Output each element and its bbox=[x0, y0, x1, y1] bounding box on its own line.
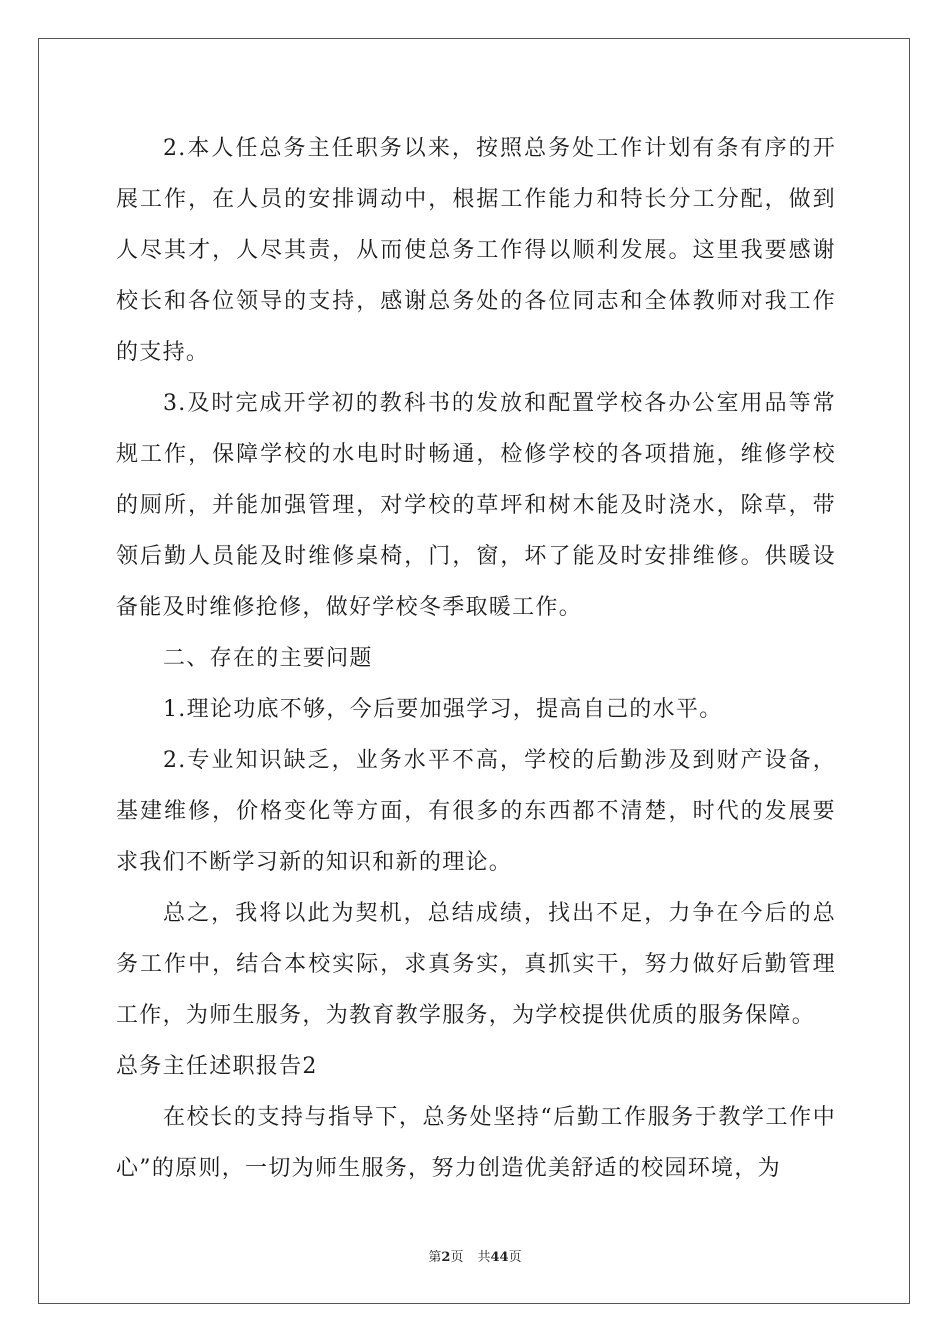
paragraph-problem-1: 1.理论功底不够，今后要加强学习，提高自己的水平。 bbox=[163, 697, 723, 722]
paragraph-report-intro: 在校长的支持与指导下，总务处坚持“后勤工作服务于教学工作中心”的原则，一切为师生服务，努力创造优美舒适的校园环境，为 bbox=[116, 1105, 836, 1181]
page-number: 2 bbox=[441, 1250, 451, 1265]
section-heading-problems: 二、存在的主要问题 bbox=[163, 646, 373, 671]
paragraph-item-2: 2.本人任总务主任职务以来，按照总务处工作计划有条有序的开展工作，在人员的安排调动中，根据工作能力和特长分工分配，做到人尽其才，人尽其责，从而使总务工作得以顺利发展。这里我要感谢校长和各位领导的支持，感谢总务处的各位同志和全体教师对我工作的支持。 bbox=[116, 136, 836, 365]
document-body bbox=[116, 123, 836, 1194]
page-footer bbox=[0, 1246, 950, 1265]
total-prefix: 共 bbox=[477, 1250, 491, 1265]
report-title: 总务主任述职报告2 bbox=[116, 1054, 318, 1079]
page-prefix: 第 bbox=[428, 1250, 442, 1265]
total-pages: 44 bbox=[490, 1250, 509, 1265]
paragraph-conclusion: 总之，我将以此为契机，总结成绩，找出不足，力争在今后的总务工作中，结合本校实际，求真务实，真抓实干，努力做好后勤管理工作，为师生服务，为教育教学服务，为学校提供优质的服务保障。 bbox=[116, 901, 836, 1028]
paragraph-problem-2: 2.专业知识缺乏，业务水平不高，学校的后勤涉及到财产设备，基建维修，价格变化等方面，有很多的东西都不清楚，时代的发展要求我们不断学习新的知识和新的理论。 bbox=[116, 748, 836, 875]
page-suffix: 页 bbox=[450, 1250, 464, 1265]
total-suffix: 页 bbox=[508, 1250, 522, 1265]
paragraph-item-3: 3.及时完成开学初的教科书的发放和配置学校各办公室用品等常规工作，保障学校的水电时时畅通，检修学校的各项措施，维修学校的厕所，并能加强管理，对学校的草坪和树木能及时浇水，除草，带领后勤人员能及时维修桌椅，门，窗，坏了能及时安排维修。供暖设备能及时维修抢修，做好学校冬季取暖工作。 bbox=[116, 391, 836, 620]
